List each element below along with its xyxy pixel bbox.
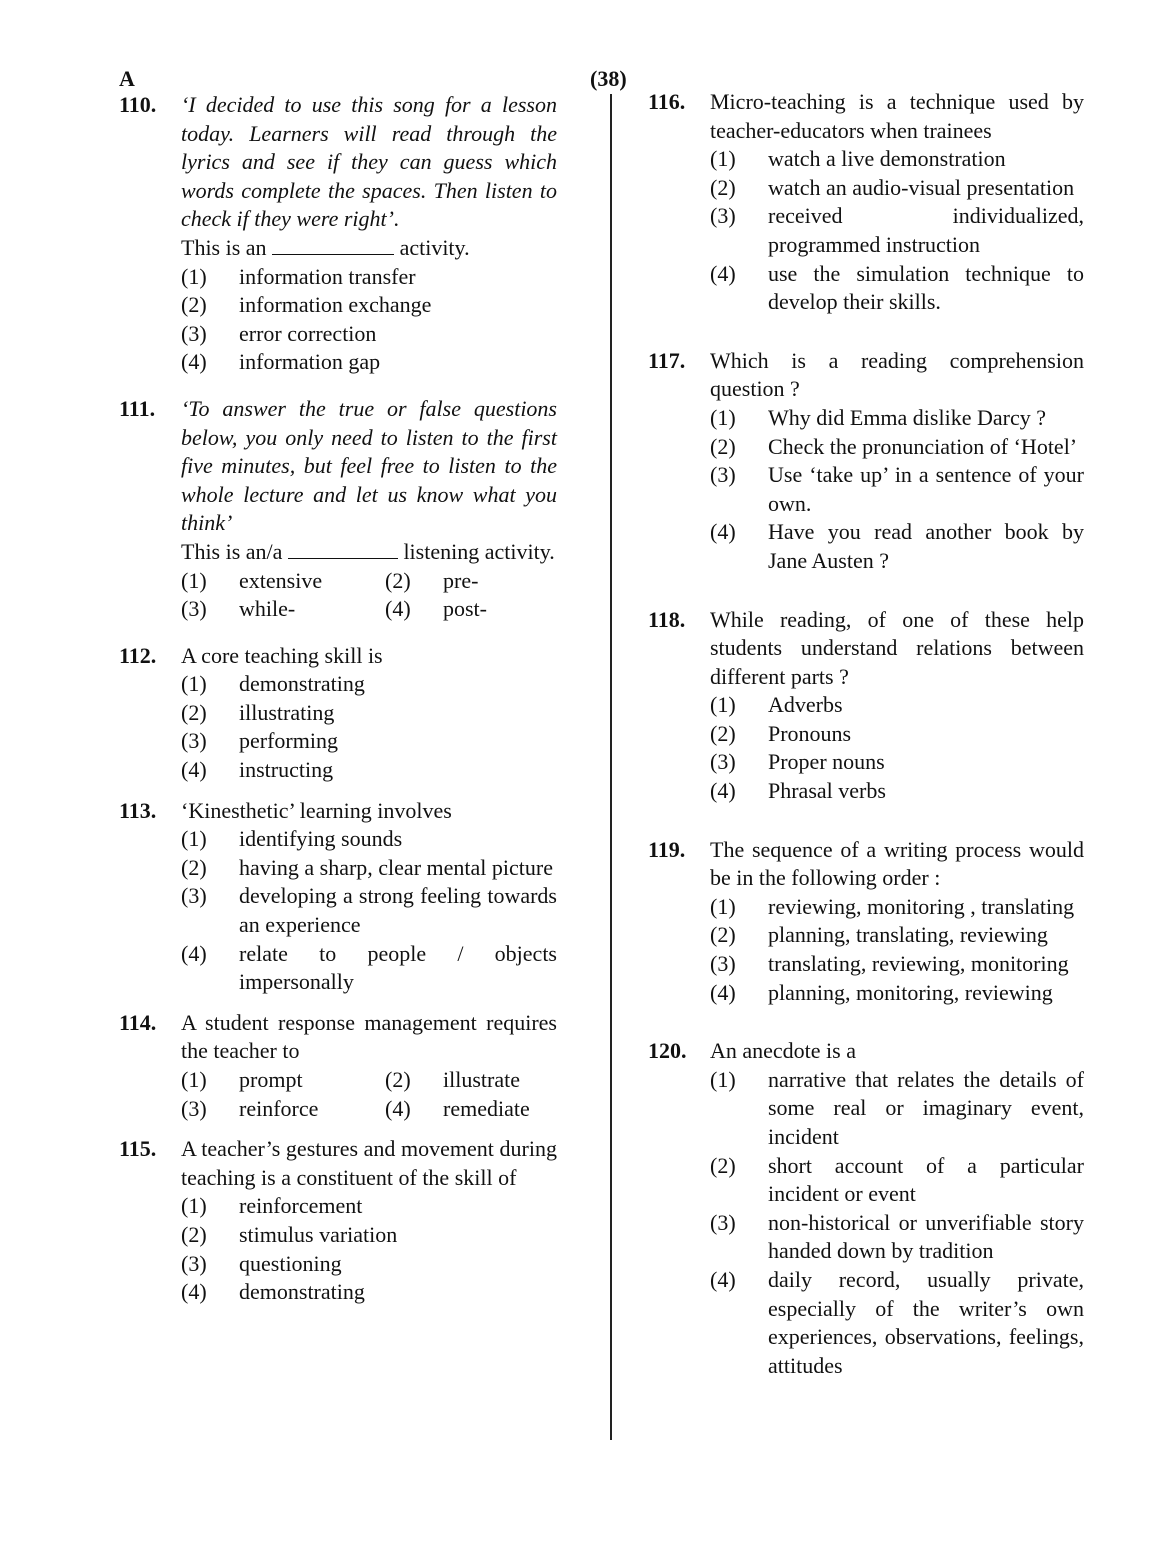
question-stem: A core teaching skill is	[181, 642, 383, 668]
option-1: (1) reviewing, monitoring , translating	[710, 893, 1075, 919]
option-2: (2) short account of a particular incident or event	[710, 1152, 1084, 1207]
answer-blank	[272, 236, 394, 255]
question-number: 119.	[648, 836, 686, 862]
question-number: 113.	[119, 797, 157, 823]
option-1: (1) reinforcement	[181, 1193, 363, 1219]
question-111	[119, 395, 557, 624]
option-3: (3) questioning	[181, 1250, 342, 1276]
question-stem: Micro-teaching is a technique used by teacher-educators when trainees	[710, 89, 1084, 143]
option-1: (1) watch a live demonstration	[710, 146, 1006, 172]
question-115	[119, 1135, 557, 1307]
option-1: (1) demonstrating	[181, 671, 365, 697]
question-stem: The sequence of a writing process would be in the following order :	[710, 836, 1084, 891]
question-number: 112.	[119, 642, 157, 668]
option-3: (3) Use ‘take up’ in a sentence of your own.	[710, 462, 1084, 516]
option-1: (1) extensive	[181, 567, 323, 593]
option-4: (4) Phrasal verbs	[710, 778, 886, 804]
column-divider	[610, 94, 612, 1440]
option-2: (2) stimulus variation	[181, 1221, 398, 1247]
page-number: (38)	[590, 66, 627, 91]
question-stem: ‘I decided to use this song for a lesson today. Learners will read through the lyrics and see if they can guess which words complete the spaces. Then listen to check if they were right’.	[181, 92, 557, 232]
question-114	[119, 1009, 557, 1123]
option-1: (1) narrative that relates the details of some real or imaginary event, incident	[710, 1066, 1084, 1149]
option-3: (3) performing	[181, 728, 338, 754]
option-4: (4) remediate	[385, 1095, 530, 1121]
option-1: (1) Adverbs	[710, 692, 843, 718]
question-number: 116.	[648, 89, 686, 114]
question-stem: Which is a reading comprehension question ?	[710, 347, 1084, 402]
option-3: (3) translating, reviewing, monitoring	[710, 951, 1069, 977]
option-3: (3) non-historical or unverifiable story handed down by tradition	[710, 1209, 1084, 1264]
option-2: (2) illustrate	[385, 1067, 520, 1092]
option-4: (4) relate to people / objects impersonally	[181, 940, 557, 995]
option-2: (2) planning, translating, reviewing	[710, 922, 1048, 948]
option-1: (1) identifying sounds	[181, 826, 403, 852]
question-118	[648, 606, 1084, 806]
question-117	[648, 347, 1084, 576]
option-4: (4) instructing	[181, 757, 334, 783]
option-2: (2) watch an audio-visual presentation	[710, 174, 1075, 200]
option-4: (4) planning, monitoring, reviewing	[710, 979, 1053, 1005]
question-stem: ‘Kinesthetic’ learning involves	[181, 797, 452, 823]
right-column	[648, 88, 1084, 1392]
option-2: (2) information exchange	[181, 292, 432, 318]
option-3: (3) reinforce	[181, 1095, 319, 1121]
option-4: (4) daily record, usually private, especially of the writer’s own experiences, observations, feelings, attitudes	[710, 1266, 1084, 1378]
answer-blank	[288, 540, 398, 559]
option-2: (2) pre-	[385, 567, 479, 593]
question-number: 111.	[119, 395, 156, 421]
question-stem: A student response management requires the teacher to	[181, 1009, 557, 1064]
option-3: (3) developing a strong feeling towards an experience	[181, 883, 557, 938]
option-1: (1) Why did Emma dislike Darcy ?	[710, 404, 1046, 430]
question-number: 110.	[119, 92, 157, 117]
option-1: (1) prompt	[181, 1067, 303, 1092]
question-116	[648, 88, 1084, 317]
option-4: (4) post-	[385, 596, 487, 622]
left-column	[119, 91, 557, 1319]
option-3: (3) error correction	[181, 320, 377, 346]
question-prompt: This is an/a listening activity.	[181, 538, 555, 564]
question-stem: While reading, of one of these help students understand relations between different parts ?	[710, 606, 1084, 689]
option-3: (3) while-	[181, 596, 296, 622]
option-4: (4) use the simulation technique to develop their skills.	[710, 260, 1084, 315]
option-4: (4) demonstrating	[181, 1279, 365, 1305]
question-113	[119, 797, 557, 997]
option-2: (2) Check the pronunciation of ‘Hotel’	[710, 433, 1078, 459]
question-number: 117.	[648, 347, 686, 373]
option-2: (2) Pronouns	[710, 720, 852, 746]
question-stem: ‘To answer the true or false questions below, you only need to listen to the first five minutes, but feel free to listen to the whole lecture and let us know what you think’	[181, 395, 557, 536]
series-code: A	[119, 66, 135, 91]
option-2: (2) having a sharp, clear mental picture	[181, 854, 553, 880]
question-prompt: This is an activity.	[181, 234, 470, 260]
question-number: 120.	[648, 1038, 687, 1064]
option-1: (1) information transfer	[181, 263, 416, 289]
question-120	[648, 1037, 1084, 1380]
option-4: (4) Have you read another book by Jane Austen ?	[710, 519, 1084, 573]
option-3: (3) received individualized, programmed instruction	[710, 203, 1084, 257]
question-110	[119, 91, 557, 377]
question-119	[648, 836, 1084, 1008]
options-grid	[181, 1066, 557, 1123]
question-number: 115.	[119, 1136, 157, 1162]
option-3: (3) Proper nouns	[710, 749, 885, 775]
question-112	[119, 642, 557, 785]
options-grid	[181, 567, 557, 624]
question-stem: An anecdote is a	[710, 1038, 856, 1064]
question-number: 114.	[119, 1009, 157, 1035]
option-2: (2) illustrating	[181, 699, 335, 725]
option-4: (4) information gap	[181, 349, 381, 375]
question-number: 118.	[648, 606, 686, 632]
question-stem: A teacher’s gestures and movement during teaching is a constituent of the skill of	[181, 1136, 557, 1190]
